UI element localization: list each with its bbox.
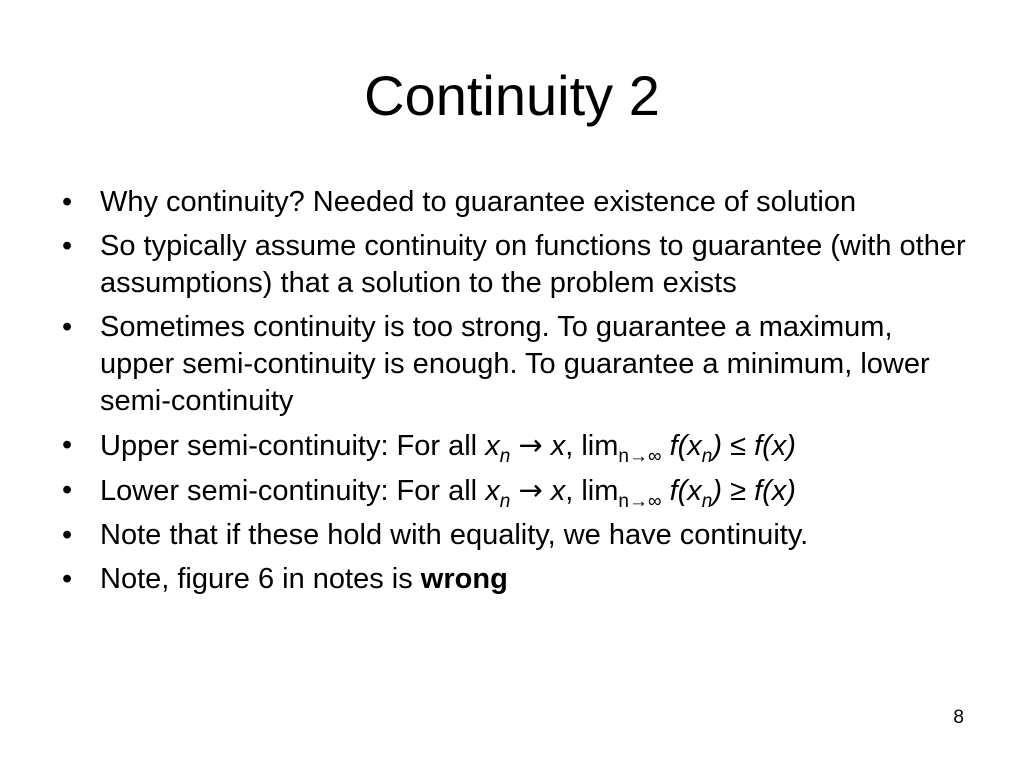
bullet-dot: • [62,311,73,343]
bullet-dot: • [62,563,73,595]
function-subscript-n: n [701,446,713,467]
function-close: ) [712,430,723,462]
bullet-dot: • [62,186,73,218]
bullet-item [62,184,972,221]
function-rhs: f(x) [754,475,796,507]
bullet-item [62,517,972,554]
bullet-list [62,184,972,605]
function-rhs: f(x) [754,430,796,462]
bullet-text: So typically assume continuity on functions to guarantee (with other assumptions) that a solution to the problem exists [100,230,966,299]
lim-subscript: n→∞ [618,446,662,467]
bullet-dot: • [62,519,73,551]
emphasized-word: wrong [420,563,508,595]
math-subscript-n: n [499,491,511,512]
arrow-symbol: → [518,473,543,507]
function-subscript-n: n [701,491,713,512]
bullet-item [62,228,972,302]
bullet-text: Why continuity? Needed to guarantee existence of solution [100,186,857,218]
function-open: f(x [669,430,702,462]
math-x-variable: x [485,475,500,507]
bullet-prefix: Note, figure 6 in notes is [100,563,421,595]
math-x-target: x [550,475,566,507]
math-x-target: x [550,430,566,462]
bullet-text: Note that if these hold with equality, we have continuity. [100,519,809,551]
bullet-prefix: Upper semi-continuity: For all [100,430,486,462]
function-open: f(x [669,475,702,507]
lim-text: , lim [565,430,619,462]
relation-symbol: ≥ [722,475,755,507]
bullet-prefix: Lower semi-continuity: For all [100,475,486,507]
bullet-dot: • [62,474,73,506]
bullet-item-lower-semicontinuity [62,472,972,510]
function-close: ) [712,475,723,507]
relation-symbol: ≤ [722,430,755,462]
bullet-text: Sometimes continuity is too strong. To guarantee a maximum, upper semi-continuity is enough. To guarantee a minimum, lower semi-continuity [100,311,930,417]
slide-title: Continuity 2 [364,64,660,127]
bullet-item-figure-note [62,561,972,598]
bullet-item-upper-semicontinuity [62,427,972,465]
arrow-symbol: → [518,428,543,462]
lim-subscript: n→∞ [618,491,662,512]
bullet-item [62,309,972,420]
math-subscript-n: n [499,446,511,467]
bullet-dot: • [62,429,73,461]
bullet-dot: • [62,230,73,262]
slide-page-number: 8 [953,707,964,728]
math-x-variable: x [485,430,500,462]
lim-text: , lim [565,475,619,507]
